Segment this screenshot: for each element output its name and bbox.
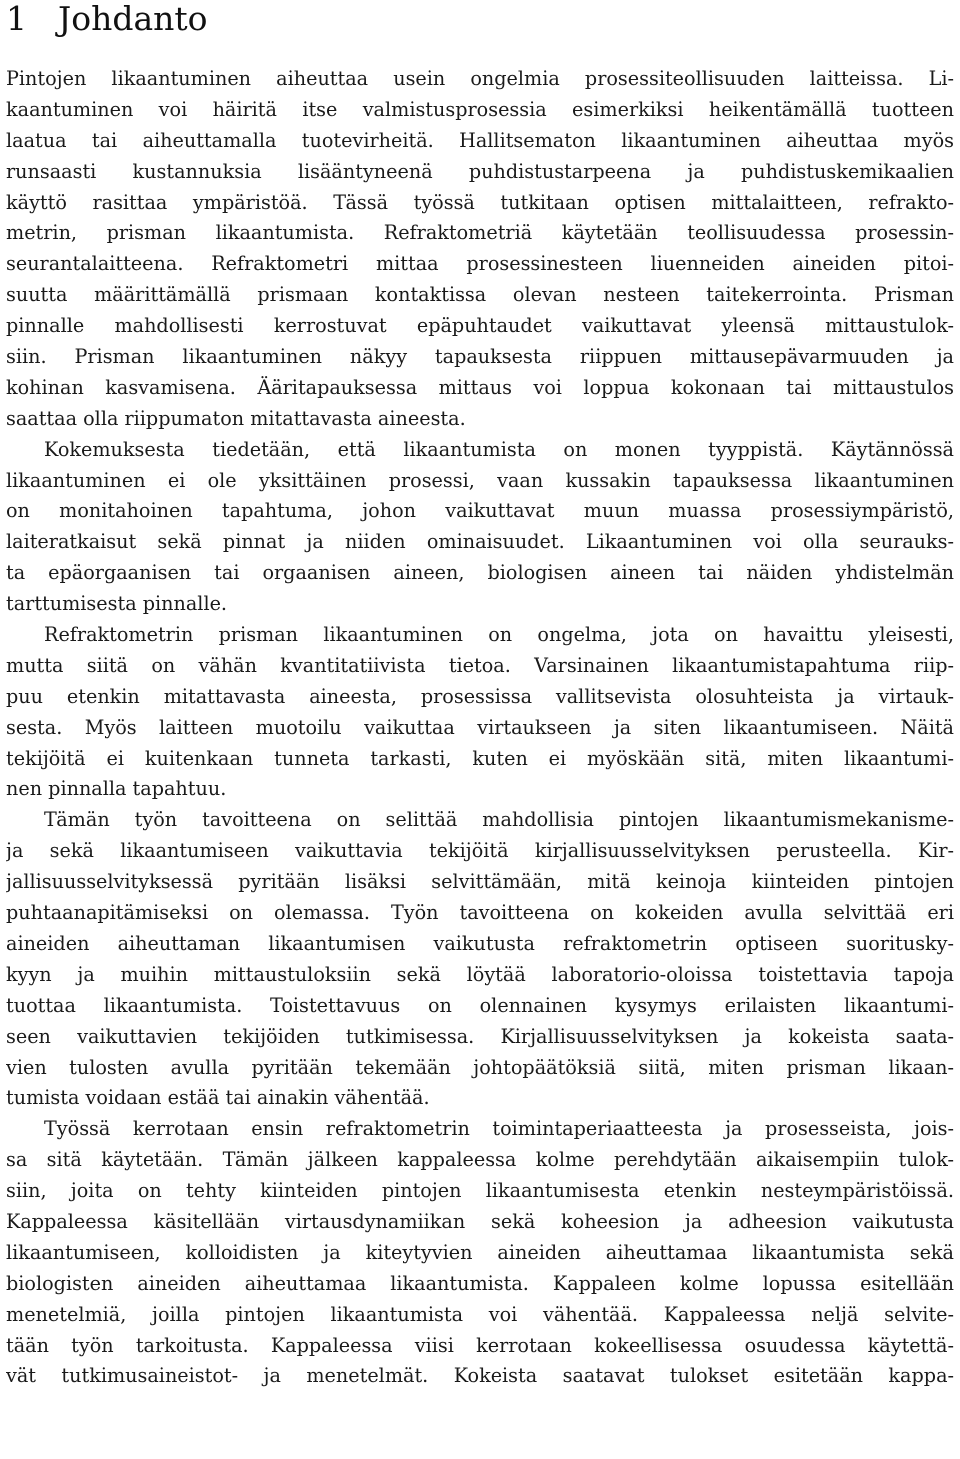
text-line: puhtaanapitämiseksi on olemassa. Työn tavoitteena on kokeiden avulla selvittää eri [6, 901, 954, 925]
paragraph [6, 64, 954, 435]
text-line: likaantumiseen, kolloidisten ja kiteytyvien aineiden aiheuttamaa likaantumista sekä [6, 1240, 954, 1264]
section-number: 1 [6, 0, 27, 38]
text-line: vät tutkimusaineistot- ja menetelmät. Kokeista saatavat tulokset esitetään kappa- [6, 1364, 954, 1388]
text-line: Kappaleessa käsitellään virtausdynamiikan sekä koheesion ja adheesion vaikutusta [6, 1209, 954, 1233]
text-line: tekijöitä ei kuitenkaan tunneta tarkasti, kuten ei myöskään sitä, miten likaantumi- [6, 746, 954, 770]
text-line: tumista voidaan estää tai ainakin vähentää. [6, 1086, 430, 1110]
text-line: laatua tai aiheuttamalla tuotevirheitä. Hallitsematon likaantuminen aiheuttaa myös [6, 128, 954, 152]
text-line: runsaasti kustannuksia lisääntyneenä puhdistustarpeena ja puhdistuskemikaalien [6, 159, 954, 183]
text-line: jallisuusselvityksessä pyritään lisäksi selvittämään, mitä keinoja kiinteiden pintojen [6, 870, 954, 894]
paragraph [6, 1114, 954, 1392]
text-line: likaantuminen ei ole yksittäinen prosessi, vaan kussakin tapauksessa likaantuminen [6, 468, 954, 492]
text-line: pinnalle mahdollisesti kerrostuvat epäpuhtaudet vaikuttavat yleensä mittaustulok- [6, 314, 954, 338]
text-line: vien tulosten avulla pyritään tekemään johtopäätöksiä siitä, miten prisman likaan- [6, 1055, 954, 1079]
text-line: Refraktometrin prisman likaantuminen on ongelma, jota on havaittu yleisesti, [44, 623, 954, 647]
text-line: tuottaa likaantumista. Toistettavuus on olennainen kysymys erilaisten likaantumi- [6, 993, 954, 1017]
text-line: aineiden aiheuttaman likaantumisen vaikutusta refraktometrin optiseen suoritusky- [6, 931, 954, 955]
text-line: kohinan kasvamisena. Ääritapauksessa mittaus voi loppua kokonaan tai mittaustulos [6, 375, 954, 399]
text-line: metrin, prisman likaantumista. Refraktometriä käytetään teollisuudessa prosessin- [6, 221, 954, 245]
document-page [6, 0, 954, 1392]
text-line: kyyn ja muihin mittaustuloksiin sekä löytää laboratorio-oloissa toistettavia tapoja [6, 962, 954, 986]
text-line: saattaa olla riippumaton mitattavasta aineesta. [6, 406, 466, 430]
paragraph [6, 435, 954, 620]
text-line: Pintojen likaantuminen aiheuttaa usein ongelmia prosessiteollisuuden laitteissa. Li- [6, 67, 954, 90]
paragraph [6, 805, 954, 1114]
text-line: laiteratkaisut sekä pinnat ja niiden ominaisuudet. Likaantuminen voi olla seurauks- [6, 530, 954, 554]
text-line: nen pinnalla tapahtuu. [6, 777, 227, 801]
text-line: seurantalaitteena. Refraktometri mittaa prosessinesteen liuenneiden aineiden pitoi- [6, 252, 954, 276]
text-line: on monitahoinen tapahtuma, johon vaikuttavat muun muassa prosessiympäristö, [6, 499, 954, 523]
text-line: Tämän työn tavoitteena on selittää mahdollisia pintojen likaantumismekanisme- [44, 808, 954, 832]
text-line: siin. Prisman likaantuminen näkyy tapauksesta riippuen mittausepävarmuuden ja [6, 345, 954, 369]
text-line: tarttumisesta pinnalle. [6, 592, 228, 616]
text-line: sa sitä käytetään. Tämän jälkeen kappaleessa kolme perehdytään aikaisempiin tulok- [6, 1148, 954, 1172]
text-line: sesta. Myös laitteen muotoilu vaikuttaa virtaukseen ja siten likaantumiseen. Näitä [6, 715, 954, 739]
text-line: biologisten aineiden aiheuttamaa likaantumista. Kappaleen kolme lopussa esitellään [6, 1271, 954, 1295]
text-line: käyttö rasittaa ympäristöä. Tässä työssä tutkitaan optisen mittalaitteen, refrakto- [6, 190, 954, 214]
text-line: mutta siitä on vähän kvantitatiivista tietoa. Varsinainen likaantumistapahtuma riip- [6, 653, 954, 677]
paragraph [6, 620, 954, 805]
text-line: siin, joita on tehty kiinteiden pintojen likaantumisesta etenkin nesteympäristöissä. [6, 1179, 954, 1203]
text-line: ta epäorgaanisen tai orgaanisen aineen, biologisen aineen tai näiden yhdistelmän [6, 561, 954, 585]
section-heading [6, 0, 954, 40]
text-line: Työssä kerrotaan ensin refraktometrin toimintaperiaatteesta ja prosesseista, jois- [44, 1117, 954, 1141]
text-line: seen vaikuttavien tekijöiden tutkimisessa. Kirjallisuusselvityksen ja kokeista saata- [6, 1024, 954, 1048]
text-line: menetelmiä, joilla pintojen likaantumista voi vähentää. Kappaleessa neljä selvite- [6, 1302, 954, 1326]
text-line: suutta määrittämällä prismaan kontaktissa olevan nesteen taitekerrointa. Prisman [6, 283, 954, 307]
text-line: kaantuminen voi häiritä itse valmistusprosessia esimerkiksi heikentämällä tuotteen [6, 97, 954, 121]
section-title: Johdanto [58, 0, 208, 38]
text-line: puu etenkin mitattavasta aineesta, prosessissa vallitsevista olosuhteista ja virtauk- [6, 684, 954, 708]
text-line: tään työn tarkoitusta. Kappaleessa viisi kerrotaan kokeellisessa osuudessa käytettä- [6, 1333, 954, 1357]
text-line: ja sekä likaantumiseen vaikuttavia tekijöitä kirjallisuusselvityksen perusteella. Kir- [6, 839, 954, 863]
body-text [6, 64, 954, 1392]
text-line: Kokemuksesta tiedetään, että likaantumista on monen tyyppistä. Käytännössä [44, 437, 954, 461]
